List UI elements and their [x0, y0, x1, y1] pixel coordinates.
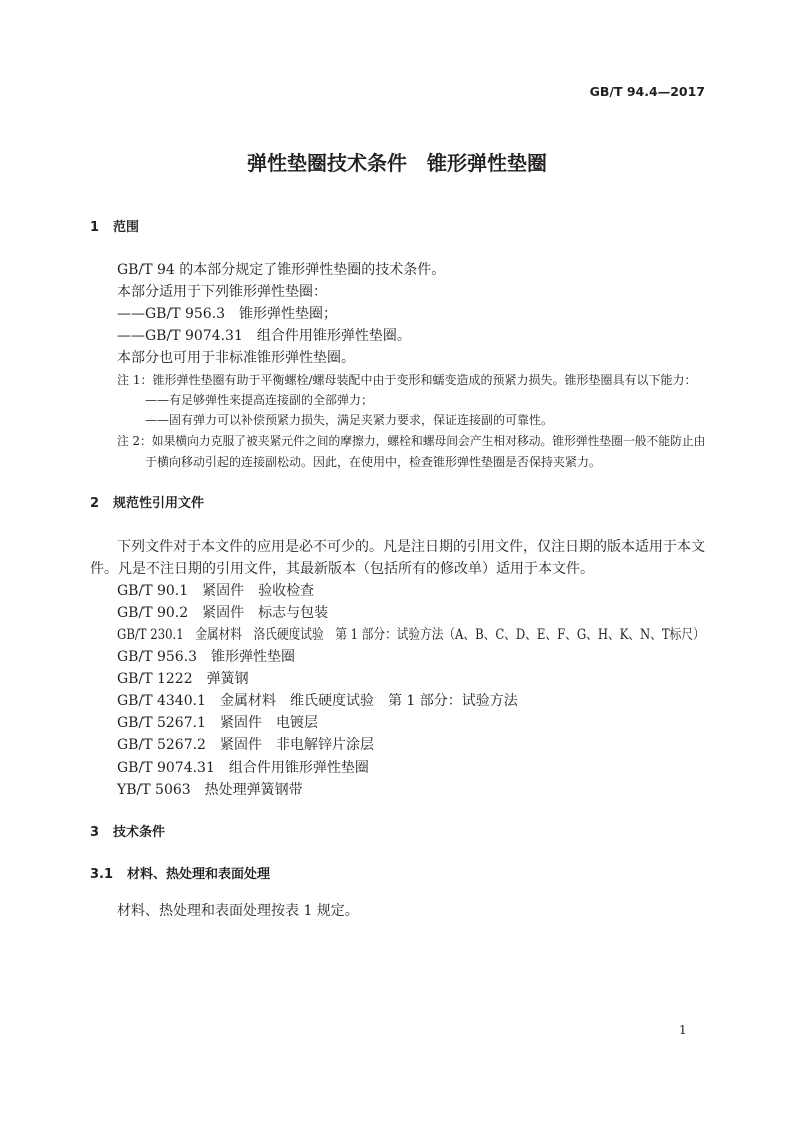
reference-title: 紧固件 非电解锌片涂层	[219, 737, 374, 753]
reference-title: 组合件用锥形弹性垫圈	[228, 760, 369, 776]
scope-paragraph: GB/T 94 的本部分规定了锥形弹性垫圈的技术条件。	[117, 262, 446, 278]
section-title: 规范性引用文件	[113, 496, 205, 511]
section-number: 3	[90, 825, 100, 840]
note-1-item: ——固有弹力可以补偿预紧力损失，满足夹紧力要求，保证连接副的可靠性。	[145, 413, 554, 427]
reference-item	[117, 713, 705, 733]
standard-code-header: GB/T 94.4—2017	[589, 84, 705, 99]
reference-code: GB/T 5267.2	[117, 737, 206, 753]
references-intro-line: 件。凡是不注日期的引用文件，其最新版本（包括所有的修改单）适用于本文件。	[90, 561, 594, 577]
reference-code: GB/T 5267.1	[117, 715, 206, 731]
reference-code: GB/T 9074.31	[117, 760, 215, 776]
reference-code: GB/T 90.1	[117, 583, 189, 599]
note-2-line: 注 2：如果横向力克服了被夹紧元件之间的摩擦力，螺栓和螺母间会产生相对移动。锥形弹性垫圈一般不能防止由	[117, 434, 706, 448]
section-3-heading	[90, 823, 705, 843]
clause-3-1-heading	[90, 865, 705, 885]
reference-title: 锥形弹性垫圈	[211, 649, 296, 665]
clause-number: 3.1	[90, 867, 114, 882]
reference-code: GB/T 1222	[117, 671, 193, 687]
reference-code: GB/T 230.1	[117, 627, 184, 643]
reference-item	[117, 647, 705, 667]
references-intro-line: 下列文件对于本文件的应用是必不可少的。凡是注日期的引用文件，仅注日期的版本适用于本文	[117, 539, 705, 555]
clause-3-1-text: 材料、热处理和表面处理按表 1 规定。	[117, 903, 359, 919]
note-1-item: ——有足够弹性来提高连接副的全部弹力；	[145, 393, 374, 407]
scope-paragraph: 本部分也可用于非标准锥形弹性垫圈。	[117, 350, 355, 366]
reference-code: GB/T 956.3	[117, 649, 198, 665]
reference-code: YB/T 5063	[117, 782, 191, 798]
note-2-line: 于横向移动引起的连接副松动。因此，在使用中，检查锥形弹性垫圈是否保持夹紧力。	[145, 455, 602, 469]
scope-list-item: ——GB/T 9074.31 组合件用锥形弹性垫圈。	[117, 328, 411, 344]
section-1-heading	[90, 218, 705, 238]
clause-title: 材料、热处理和表面处理	[127, 867, 271, 882]
section-2-heading	[90, 494, 705, 514]
reference-title: 紧固件 验收检查	[202, 583, 315, 599]
reference-item	[117, 603, 705, 623]
scope-paragraph: 本部分适用于下列锥形弹性垫圈：	[117, 284, 327, 300]
reference-title: 紧固件 标志与包装	[202, 605, 329, 621]
reference-item	[117, 581, 705, 601]
reference-item	[117, 735, 705, 755]
section-number: 1	[90, 220, 100, 235]
section-number: 2	[90, 496, 100, 511]
reference-item	[117, 758, 705, 778]
reference-title: 紧固件 电镀层	[219, 715, 318, 731]
reference-code: GB/T 90.2	[117, 605, 189, 621]
document-title: 弹性垫圈技术条件 锥形弹性垫圈	[247, 151, 547, 175]
reference-item	[117, 780, 705, 800]
scope-list-item: ——GB/T 956.3 锥形弹性垫圈；	[117, 306, 338, 322]
reference-title: 金属材料 洛氏硬度试验 第 1 部分：试验方法（A、B、C、D、E、F、G、H、K、N、T标尺）	[195, 627, 705, 643]
reference-title: 金属材料 维氏硬度试验 第 1 部分：试验方法	[219, 693, 518, 709]
reference-title: 热处理弹簧钢带	[204, 782, 303, 798]
note-1: 注 1：锥形弹性垫圈有助于平衡螺栓/螺母装配中由于变形和蠕变造成的预紧力损失。锥形垫圈具有以下能力：	[117, 373, 697, 387]
section-title: 范围	[113, 220, 140, 235]
page-number: 1	[679, 1023, 687, 1037]
reference-code: GB/T 4340.1	[117, 693, 206, 709]
reference-item	[117, 625, 705, 645]
reference-title: 弹簧钢	[206, 671, 249, 687]
section-title: 技术条件	[113, 825, 166, 840]
reference-item	[117, 669, 705, 689]
reference-item	[117, 691, 705, 711]
